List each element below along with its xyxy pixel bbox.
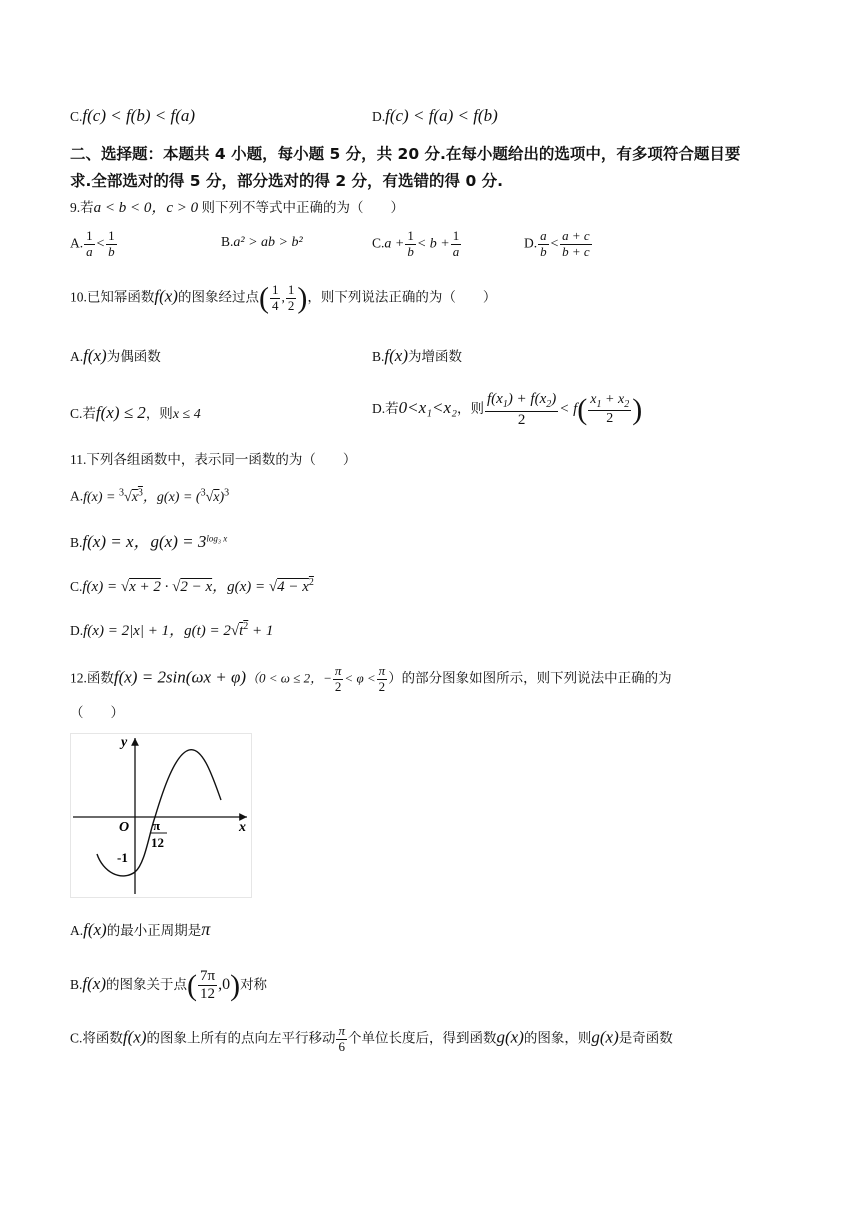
tick-x-den: 12: [151, 835, 164, 850]
shift-num: π: [338, 1023, 345, 1038]
function-f: f(x): [83, 920, 107, 939]
q12-stem: 12.函数f(x) = 2sin(ωx + φ)（0 < ω ≤ 2，− $\frac{\pi}{2}$ < φ < $\frac{\pi}{2}$ ）的部分图象如图所示，则下列说法中正确的为: [70, 663, 672, 694]
shift-den: 6: [338, 1038, 345, 1054]
function-f: f(x): [83, 346, 107, 365]
point-x-den: 12: [200, 986, 216, 1003]
option-label: D.若: [372, 400, 399, 416]
q10-stem: 10.已知幂函数f(x)的图象经过点( $\frac{1}{4}$ , $\frac{1}{2}$ )，则下列说法正确的为（ ）: [70, 281, 497, 315]
q11-option-d: D.f(x) = 2|x| + 1，$g(t) = 2√t^2 + 1$: [70, 621, 274, 639]
q9-prefix: 9.若: [70, 200, 94, 215]
x-axis-label: x: [239, 820, 246, 835]
q10-mid: 的图象经过点: [177, 289, 259, 305]
option-condition: f(x) ≤ 2: [95, 403, 146, 422]
option-label: A.: [70, 235, 84, 251]
option-text: 个单位长度后，得到函数: [348, 1030, 497, 1046]
point-y-den: 2: [287, 297, 295, 313]
function-f: f(x): [82, 973, 106, 993]
option-text: 的图象关于点: [105, 976, 187, 992]
option-result: x ≤ 4: [172, 407, 201, 422]
sine-graph: [70, 733, 252, 898]
q12-suffix: ）的部分图象如图所示，则下列说法中正确的为: [388, 670, 672, 686]
point-x-num: 7π: [198, 968, 217, 986]
function-g: g(x): [591, 1027, 619, 1047]
q10-prefix: 10.已知幂函数: [70, 289, 155, 305]
y-axis-label: y: [121, 735, 128, 750]
option-mid: ，则: [145, 406, 173, 421]
q9-condition: a < b < 0，c > 0: [93, 200, 199, 216]
option-label: C.: [372, 235, 385, 251]
q10-option-a: [70, 347, 161, 364]
origin-label: O: [119, 820, 130, 835]
option-label: C.: [70, 109, 83, 124]
option-mid: ，则: [456, 400, 484, 416]
option-text: 为增函数: [407, 349, 462, 364]
function-g: g(x): [496, 1027, 524, 1047]
point-y: 0: [222, 975, 231, 993]
q9-suffix: 则下列不等式中正确的为（ ）: [201, 200, 405, 215]
function-f: f(x): [122, 1027, 147, 1047]
option-label: B.: [70, 976, 83, 992]
q8-option-d: [372, 107, 498, 124]
option-label: A.: [70, 488, 84, 504]
q12-function: f(x) = 2sin(ωx + φ): [113, 667, 247, 687]
q8-option-c: [70, 107, 195, 124]
option-text: 是奇函数: [618, 1030, 673, 1046]
q12-option-b: B.f(x)的图象关于点( $\frac{7\pi}{12}$ ,0)对称: [70, 968, 268, 1003]
q9-option-b: [221, 235, 303, 250]
option-suffix: 对称: [240, 976, 268, 992]
math-expression: a² > ab > b²: [233, 235, 303, 250]
section-heading-line1: 二、选择题：本题共 4 小题，每小题 5 分，共 20 分.在每小题给出的选项中，有多项符合题目要: [70, 145, 741, 163]
option-label: A.: [70, 923, 84, 938]
function-f: f(x): [384, 346, 408, 365]
section-heading-line2: 求.全部选对的得 5 分，部分选对的得 2 分，有选错的得 0 分.: [70, 172, 504, 190]
option-label: B.: [372, 349, 385, 364]
option-value: π: [201, 919, 211, 939]
option-text: 的最小正周期是: [106, 923, 202, 938]
point-y-num: 1: [287, 282, 295, 297]
q12-condition: （0 < ω ≤ 2，: [246, 670, 324, 686]
q10-option-c: [70, 404, 201, 422]
function-f: f(x): [154, 286, 178, 306]
math-expression: f(x) = x，g(x) = 3: [82, 532, 207, 551]
graph-svg: [71, 734, 251, 897]
q12-stem-paren: （ ）: [70, 705, 124, 720]
tick-y-label: -1: [117, 850, 128, 865]
q9-option-d: D. $\frac{a}{b}$ < $\frac{a + c}{b + c}$: [524, 228, 590, 259]
q11-option-a: $A.f(x) = ^3√x^3$，$g(x) = (^3√x)^3$: [70, 487, 230, 505]
q12-prefix: 12.函数: [70, 670, 114, 686]
option-label: C.: [70, 579, 83, 594]
option-text: C.将函数: [70, 1030, 123, 1046]
q11-option-b: [70, 533, 227, 550]
math-exponent: log₃ x: [206, 533, 228, 544]
option-label: B.: [70, 535, 83, 550]
math-expression: f(c) < f(b) < f(a): [82, 106, 196, 125]
q9-stem: [70, 201, 404, 216]
sine-curve: [97, 750, 221, 876]
q11-option-c: C.f(x) = √x + 2 · √2 − x，$g(x) = √4 - x^2$: [70, 577, 314, 595]
option-text: 为偶函数: [106, 349, 161, 364]
q10-option-b: [372, 347, 462, 364]
math-expression: f(c) < f(a) < f(b): [385, 106, 498, 125]
option-label: D.: [70, 623, 84, 638]
q11-stem: 11.下列各组函数中，表示同一函数的为（ ）: [70, 452, 357, 467]
option-label: A.: [70, 349, 84, 364]
q9-option-c: C.a + $\frac{1}{b}$ < b + $\frac{1}{a}$: [372, 228, 460, 259]
option-label: C.若: [70, 406, 96, 421]
option-label: B.: [221, 234, 234, 249]
option-label: D.: [372, 109, 386, 124]
option-text: 的图象，则: [523, 1030, 592, 1046]
q12-option-c: [70, 1024, 673, 1055]
option-text: 的图象上所有的点向左平行移动: [146, 1030, 336, 1046]
option-label: D.: [524, 235, 538, 251]
q9-option-a: A. $\frac{1}{a}$ < $\frac{1}{b}$: [70, 228, 115, 259]
q10-option-d: D.若0<x₁<x₂，则 $\frac{f(x_1) + f(x_2)}{2}$ < f( $\frac{x_1 + x_2}{2}$ ): [372, 391, 643, 428]
q10-suffix: ，则下列说法正确的为（ ）: [307, 289, 497, 305]
option-condition: 0<x₁<x₂: [398, 397, 457, 417]
q12-option-a: [70, 920, 210, 938]
tick-x-num: π: [153, 818, 161, 833]
point-x-den: 4: [271, 297, 279, 313]
point-x-num: 1: [271, 282, 279, 297]
